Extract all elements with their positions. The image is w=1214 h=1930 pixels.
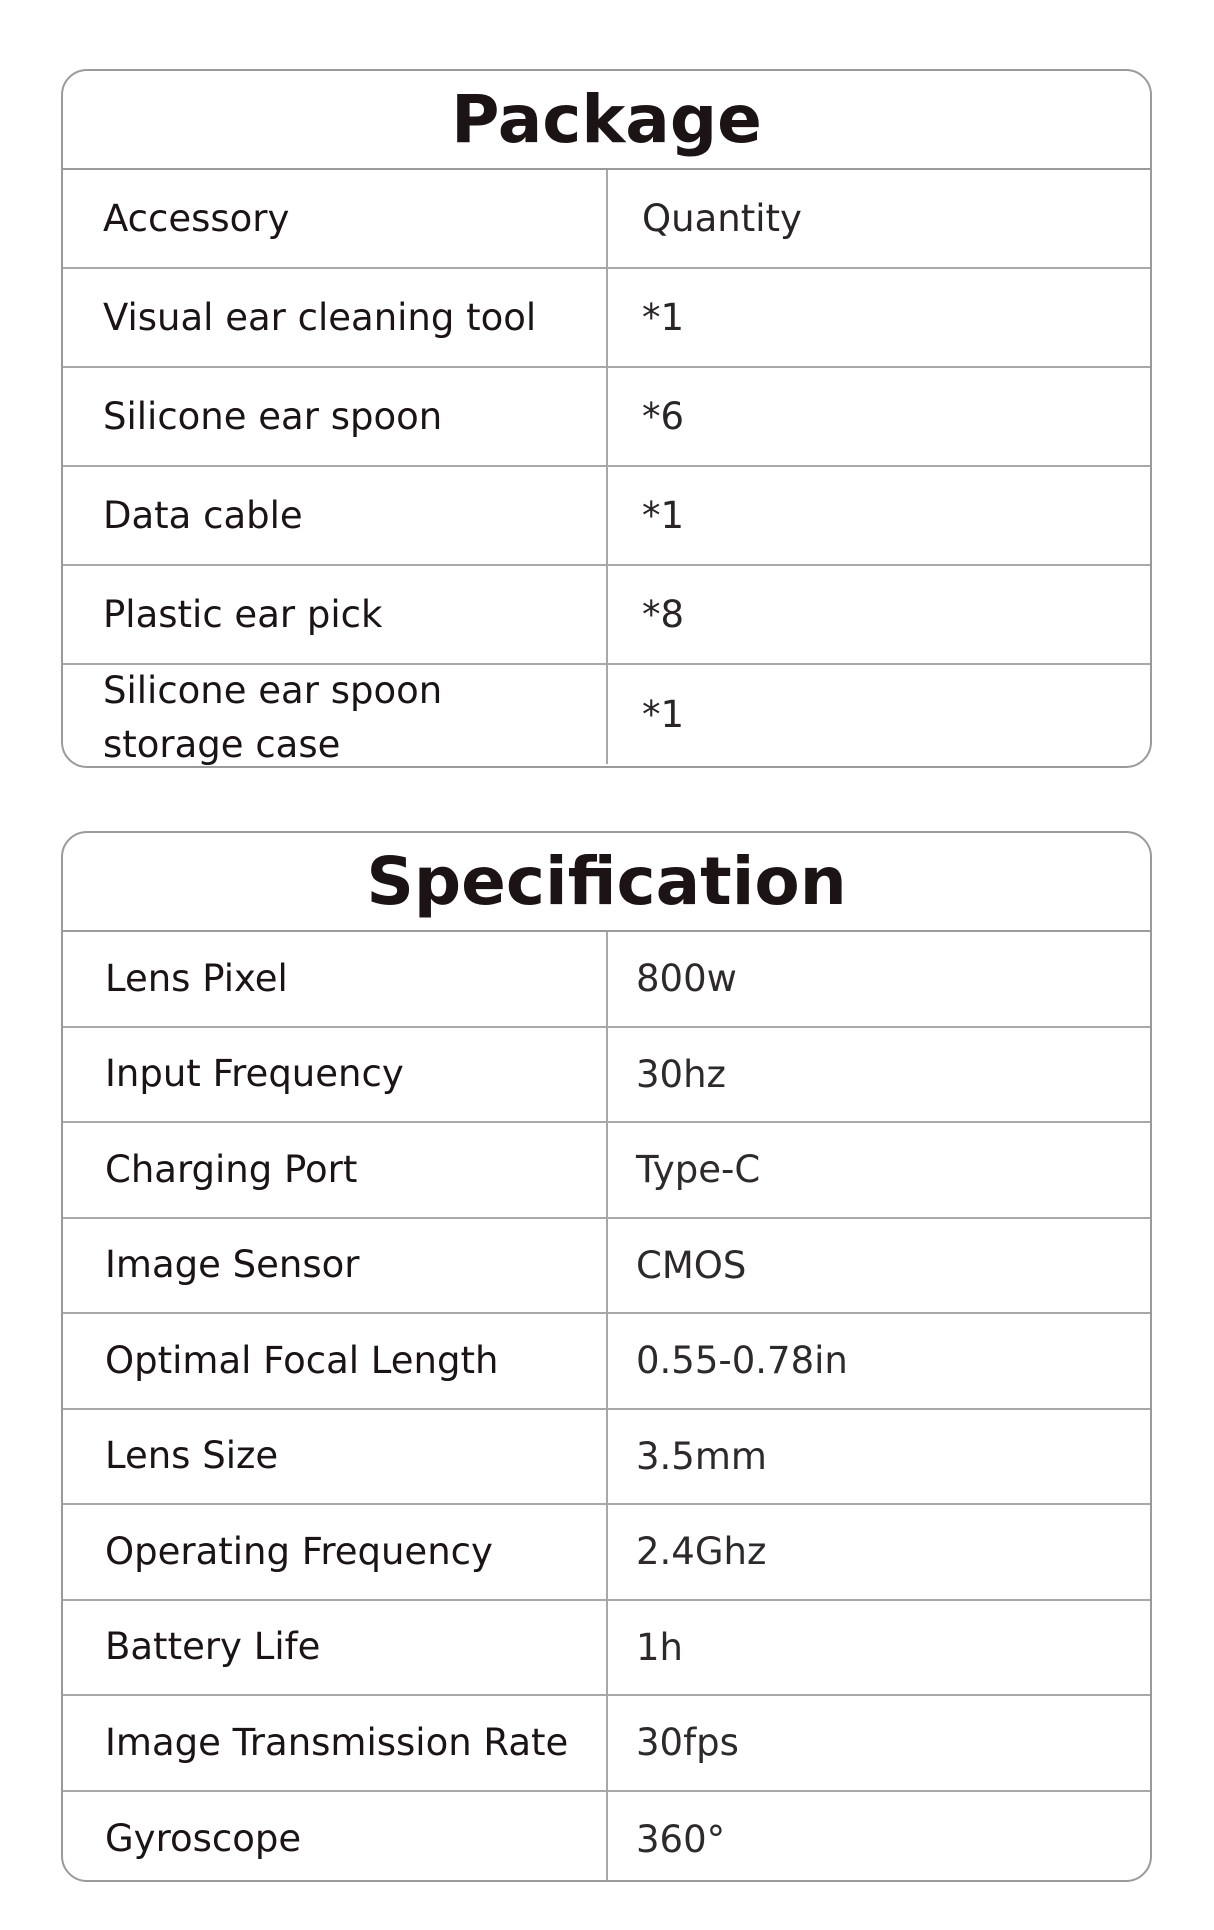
spec-label: Charging Port	[63, 1123, 608, 1217]
specification-title: Specification	[63, 833, 1150, 932]
spec-row	[63, 1505, 1150, 1601]
spec-label: Lens Size	[63, 1410, 608, 1504]
spec-value: 800w	[636, 957, 737, 1001]
spec-value: 30hz	[636, 1052, 726, 1096]
package-row	[63, 368, 1150, 467]
spec-row	[63, 1410, 1150, 1506]
package-table	[61, 69, 1152, 768]
spec-label: Image Sensor	[63, 1219, 608, 1313]
spec-row	[63, 1314, 1150, 1410]
spec-value: 360°	[636, 1817, 726, 1861]
spec-label: Optimal Focal Length	[63, 1314, 608, 1408]
accessory-name: Plastic ear pick	[63, 566, 608, 663]
accessory-quantity: *6	[642, 395, 685, 438]
accessory-column-header: Accessory	[63, 170, 608, 267]
spec-row	[63, 932, 1150, 1028]
package-row	[63, 467, 1150, 566]
package-header-row	[63, 170, 1150, 269]
spec-value: 2.4Ghz	[636, 1530, 767, 1574]
spec-row	[63, 1696, 1150, 1792]
spec-row	[63, 1028, 1150, 1124]
spec-value: 1h	[636, 1625, 683, 1669]
package-row	[63, 269, 1150, 368]
accessory-name: Silicone ear spoon storage case	[63, 665, 608, 764]
accessory-quantity: *1	[642, 494, 685, 537]
accessory-quantity: *1	[642, 296, 685, 339]
specification-table	[61, 831, 1152, 1882]
accessory-quantity: *1	[642, 693, 685, 736]
spec-value: 30fps	[636, 1721, 739, 1765]
spec-value: CMOS	[636, 1243, 747, 1287]
accessory-name: Visual ear cleaning tool	[63, 269, 608, 366]
accessory-name: Data cable	[63, 467, 608, 564]
accessory-quantity: *8	[642, 593, 685, 636]
accessory-name: Silicone ear spoon	[63, 368, 608, 465]
spec-value: 3.5mm	[636, 1434, 767, 1478]
spec-row	[63, 1219, 1150, 1315]
spec-label: Input Frequency	[63, 1028, 608, 1122]
spec-value: 0.55-0.78in	[636, 1339, 848, 1383]
package-row	[63, 566, 1150, 665]
spec-label: Gyroscope	[63, 1792, 608, 1883]
spec-row	[63, 1123, 1150, 1219]
quantity-column-header: Quantity	[642, 197, 802, 240]
spec-value: Type-C	[636, 1148, 761, 1192]
spec-label: Operating Frequency	[63, 1505, 608, 1599]
spec-row	[63, 1601, 1150, 1697]
spec-row	[63, 1792, 1150, 1883]
package-title: Package	[63, 71, 1150, 170]
spec-label: Image Transmission Rate	[63, 1696, 608, 1790]
spec-label: Battery Life	[63, 1601, 608, 1695]
package-row	[63, 665, 1150, 764]
spec-label: Lens Pixel	[63, 932, 608, 1026]
